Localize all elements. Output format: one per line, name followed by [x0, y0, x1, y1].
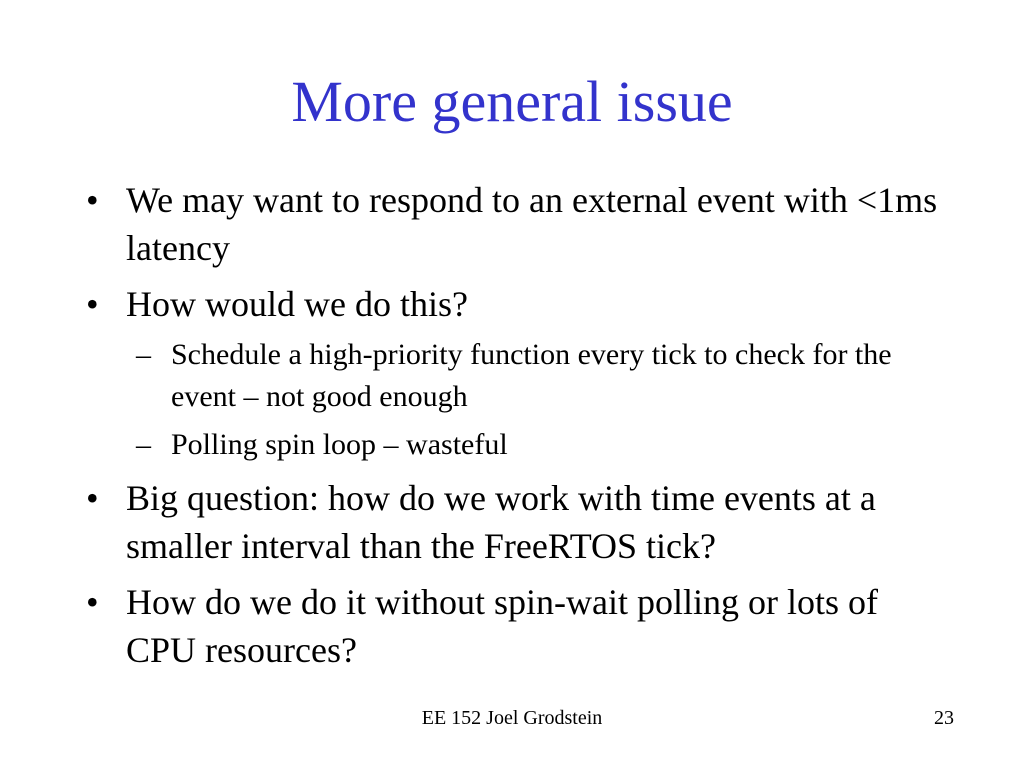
bullet-marker: •: [86, 478, 99, 518]
slide-footer: EE 152 Joel Grodstein: [421, 707, 603, 729]
bullet-text: How do we do it without spin-wait polling or lots of CPU resources?: [126, 582, 878, 670]
page-number: 23: [934, 707, 954, 729]
bullet-text: We may want to respond to an external event with <1ms latency: [126, 180, 938, 268]
slide-body: [0, 176, 1024, 674]
slide-title: More general issue: [291, 69, 733, 134]
sub-bullet-text: Schedule a high-priority function every tick to check for the event – not good enough: [171, 338, 892, 413]
dash-marker: –: [136, 428, 151, 461]
sub-bullet-text: Polling spin loop – wasteful: [171, 428, 508, 461]
bullet-text: Big question: how do we work with time events at a smaller interval than the FreeRTOS tick?: [126, 478, 876, 566]
dash-marker: –: [136, 338, 151, 371]
bullet-item: [0, 280, 946, 328]
bullet-text: How would we do this?: [126, 284, 468, 324]
bullet-marker: •: [86, 180, 99, 220]
bullet-item: [0, 578, 946, 674]
bullet-marker: •: [86, 582, 99, 622]
bullet-item: [0, 176, 946, 272]
bullet-item: [0, 474, 946, 570]
sub-bullet-item: [0, 334, 911, 418]
sub-bullet-item: [0, 424, 911, 466]
bullet-marker: •: [86, 284, 99, 324]
